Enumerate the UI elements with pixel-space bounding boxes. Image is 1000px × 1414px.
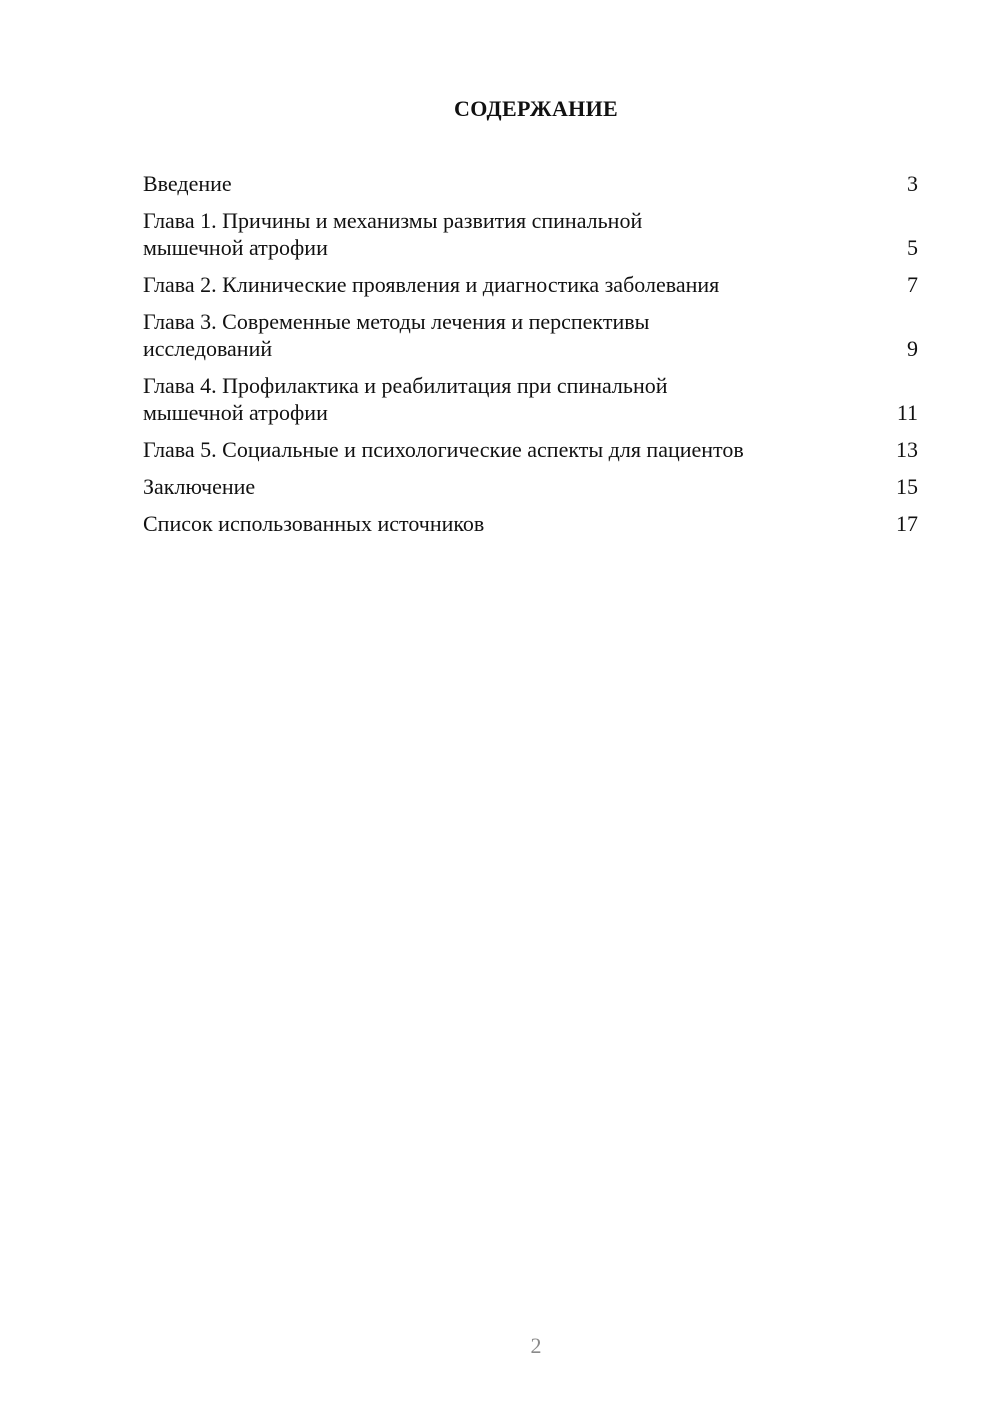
toc-entry-title: Глава 4. Профилактика и реабилитация при спинальной мышечной атрофии bbox=[143, 373, 668, 425]
toc-entry-page: 15 bbox=[896, 474, 918, 499]
toc-entry-page: 3 bbox=[907, 171, 918, 196]
toc-entry-page: 17 bbox=[896, 511, 918, 536]
toc-entry-title: Глава 2. Клинические проявления и диагностика заболевания bbox=[143, 272, 720, 297]
toc-entry-page: 9 bbox=[907, 336, 918, 361]
toc-entry-page: 13 bbox=[896, 437, 918, 462]
page-title: СОДЕРЖАНИЕ bbox=[454, 96, 618, 121]
toc-entry-chapter-1 bbox=[143, 207, 918, 261]
toc-entry-title: Глава 3. Современные методы лечения и перспективы исследований bbox=[143, 309, 650, 361]
toc-entry-page: 5 bbox=[907, 235, 918, 260]
toc-entry-page: 7 bbox=[907, 272, 918, 297]
toc-entry-title: Глава 1. Причины и механизмы развития спинальной мышечной атрофии bbox=[143, 208, 643, 260]
page-number: 2 bbox=[530, 1333, 542, 1358]
toc-entry-chapter-4 bbox=[143, 372, 918, 426]
toc-entry-conclusion bbox=[143, 473, 918, 500]
toc-entry-title: Список использованных источников bbox=[143, 511, 485, 536]
toc-entry-chapter-2 bbox=[143, 271, 918, 298]
toc-entry-chapter-3 bbox=[143, 308, 918, 362]
toc-entry-title: Глава 5. Социальные и психологические аспекты для пациентов bbox=[143, 437, 744, 462]
toc-entry-references bbox=[143, 510, 918, 537]
toc-entry-introduction bbox=[143, 170, 918, 197]
toc-entry-title: Введение bbox=[143, 171, 232, 196]
table-of-contents bbox=[143, 170, 918, 547]
toc-entry-page: 11 bbox=[896, 400, 918, 425]
toc-entry-title: Заключение bbox=[143, 474, 256, 499]
toc-entry-chapter-5 bbox=[143, 436, 918, 463]
